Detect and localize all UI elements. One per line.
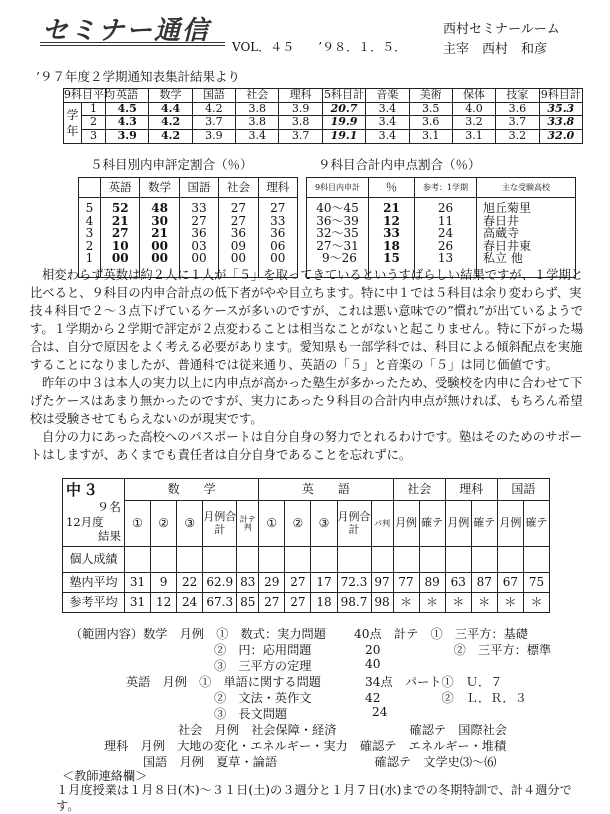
col-header: 国語 (179, 178, 218, 198)
grade-cell: 1 (82, 102, 106, 116)
organization-name: 西村セミナールーム (443, 22, 560, 37)
cell: 3.8 (236, 102, 279, 116)
score-cell[interactable] (445, 547, 471, 573)
col-header: 社会 (219, 178, 258, 198)
range-science: 理科 月例 大地の変化・エネルギー・実力 確認テ エネルギー・堆積 (104, 739, 507, 753)
monthly-results-table (62, 478, 550, 613)
ones-digits: 7 3 6 6 0 (277, 201, 286, 266)
cell: 3.7 (192, 116, 235, 130)
cell: 85 (237, 593, 259, 613)
ones-digits: 3 7 6 3 0 (198, 201, 207, 266)
tens-digits: 3 2 3 0 0 (191, 201, 199, 266)
ones-digits: 2 1 7 0 0 (120, 201, 129, 266)
score-cell[interactable] (419, 547, 445, 573)
col-header: 数学 (140, 178, 179, 198)
col-header: 国語 (192, 89, 235, 103)
score-cell[interactable] (151, 547, 177, 573)
col-header: 英語 (101, 178, 140, 198)
sub-header: ② (151, 501, 177, 547)
grade-list: 5 4 3 2 1 (79, 198, 101, 278)
col-header: 9科目計 (540, 88, 581, 101)
col-header: 美術 (409, 89, 452, 103)
cell: 67.3 (203, 593, 237, 613)
col-header: 音楽 (366, 89, 409, 103)
range-social: 社会 月例 社会保障・経済 確認テ 国際社会 (178, 723, 508, 737)
cell: 3.2 (496, 129, 539, 143)
range-math-2b: 20 ② 三平方：標準 (365, 643, 552, 657)
cell: 3.8 (279, 116, 322, 130)
table-row (63, 547, 550, 573)
range-eng-1b: 34点 パート① Ｕ．７ (365, 675, 503, 689)
score-cell[interactable] (497, 547, 523, 573)
notice-title: ＜教師連絡欄＞ (62, 769, 148, 783)
col-header: 英語 (106, 89, 149, 103)
section1-heading: ’９７年度２学期通知表集計結果より (36, 69, 240, 84)
row-group-label: 学年 (64, 102, 82, 143)
cell: 3.2 (452, 116, 495, 130)
col-header: 9科目内申計 (307, 178, 369, 198)
col-header: ％ (369, 178, 415, 198)
sub-header: 月例 (445, 501, 471, 547)
cell: 3.9 (106, 129, 149, 143)
cell: 24 (177, 593, 203, 613)
table-row (63, 573, 550, 593)
tens-digits: 4 3 2 0 0 (151, 201, 160, 266)
cell: 19.9 (322, 116, 365, 130)
score-cell[interactable] (177, 547, 203, 573)
score-cell[interactable] (393, 547, 419, 573)
cell: 4.4 (149, 102, 192, 116)
school-list: 旭丘菊里 春日井 高蔵寺 春日井東 私立 他 (477, 198, 576, 278)
cell: 4.0 (452, 102, 495, 116)
subject-header-science: 理科 (445, 479, 497, 501)
cell: 3.4 (366, 102, 409, 116)
cell: 3.9 (279, 102, 322, 116)
cell: 89 (419, 573, 445, 593)
percent-list: 21 12 33 18 15 (369, 198, 415, 278)
cell: 27 (285, 573, 311, 593)
cell: 19.1 (322, 129, 365, 143)
sub-header: 月例合計 (337, 501, 371, 547)
range-math-1a: （範囲内容）数学 月例 ① 数式：実力問題 (70, 627, 326, 641)
title-underline (40, 45, 225, 46)
paragraph-3: 自分の力にあった高校へのパスポートは自分自身の努力でとれるわけです。塾はそのためのサポートはしますが、あくまでも責任者は自分自身であることを忘れずに。 (30, 430, 582, 462)
sub-header: 確テ (419, 501, 445, 547)
tens-digits: 2 2 3 0 0 (230, 201, 239, 266)
cell: 3.8 (236, 116, 279, 130)
cell: 87 (471, 573, 497, 593)
range-math-2a: ② 円：応用問題 (214, 643, 312, 657)
grade-label-cell (63, 479, 125, 547)
ones-digits: 8 0 1 0 0 (159, 201, 168, 266)
cell: ＊ (497, 593, 523, 613)
grade-cell: 3 (82, 129, 106, 143)
grade-label: 中３ (66, 481, 101, 499)
range-math-3a: ③ 三平方の定理 (214, 659, 312, 673)
cell: 22 (177, 573, 203, 593)
cell: 3.7 (496, 116, 539, 130)
subject-header-social: 社会 (393, 479, 445, 501)
range-eng-2a: ② 文法・英作文 (214, 691, 312, 705)
range-math-1b: 40点 計テ ① 三平方：基礎 (354, 627, 528, 641)
cell: 4.2 (192, 102, 235, 116)
sub-header: ③ (177, 501, 203, 547)
paragraph-1: 相変わらず英数は約２人に１人が「５」を取ってきているというすばらしい結果ですが、１学期と比べると、９科目の内申合計点の低下者がやや目立ちます。特に中１では５科目は余り変わらず、実技４科目で２～３点下げているケースが多いのですが、これは悪い意味での”慣れ”が出ているようです。１学期から２学期で評定が２点変わることは相当なことがないと起こりません。特に下がった場合は、自分で原因をよく考える必要があります。愛知県も一部学科では、科目による傾斜配点を実施することになりましたが、普通科では従来通り、英語の「５」と音楽の「５」は同じ価値です。 (30, 268, 584, 372)
col-header: 保体 (452, 89, 495, 103)
reference-list: 26 11 24 26 13 (415, 198, 477, 278)
range-eng-1a: 英語 月例 ① 単語に関する問題 (126, 675, 321, 689)
cell: 3.6 (409, 116, 452, 130)
col-header: 社会 (236, 89, 279, 103)
cell: 33.8 (539, 116, 582, 130)
cell: 3.1 (452, 129, 495, 143)
owner-name: 主宰 西村 和彦 (443, 42, 548, 57)
row-label: 参考平均 (63, 593, 125, 613)
result-label: 結果 (98, 529, 121, 544)
score-cell[interactable] (259, 547, 285, 573)
cell: 31 (125, 573, 151, 593)
ones-digits: 7 7 6 9 0 (238, 201, 246, 266)
cell: ＊ (393, 593, 419, 613)
sub-header: 計テ判 (237, 501, 259, 547)
col-header: 理科 (279, 89, 322, 103)
cell: 72.3 (337, 573, 371, 593)
col-header: 5科目計 (323, 88, 364, 101)
cell: 9 (151, 573, 177, 593)
sub-header: ③ (311, 501, 337, 547)
score-cell[interactable] (237, 547, 259, 573)
month-label: 12月度 (66, 514, 104, 529)
row-label: 個人成績 (63, 547, 125, 573)
score-cell[interactable] (337, 547, 371, 573)
cell: 29 (259, 573, 285, 593)
range-math-3b: 40 (365, 657, 381, 671)
section3-heading: ９科目合計内申点割合（％） (318, 157, 481, 172)
sub-header: 確テ (471, 501, 497, 547)
corner-cell (79, 178, 101, 198)
score-cell[interactable] (371, 547, 393, 573)
cell: 27 (285, 593, 311, 613)
cell: 4.3 (106, 116, 149, 130)
cell: 63 (445, 573, 471, 593)
notice-text: １月度授業は１月８日(木)～３１日(土)の３週分と１月７日(水)までの冬期特訓で、計４週分です。 (56, 783, 572, 813)
cell: 97 (371, 573, 393, 593)
report-summary-table (63, 88, 583, 144)
sub-header: パ判 (371, 501, 393, 547)
sub-header: 月例 (393, 501, 419, 547)
col-header: 技家 (496, 89, 539, 103)
sub-header: ① (259, 501, 285, 547)
cell: 3.4 (366, 129, 409, 143)
range-eng-3a: ③ 長文問題 (214, 707, 288, 721)
cell: 3.5 (409, 102, 452, 116)
cell: ＊ (419, 593, 445, 613)
range-eng-2b: 42 ② Ｌ．Ｒ．３ (365, 691, 527, 705)
score-cell[interactable] (523, 547, 549, 573)
cell: 67 (497, 573, 523, 593)
score-cell[interactable] (203, 547, 237, 573)
cell: ＊ (471, 593, 497, 613)
cell: 32.0 (539, 129, 582, 143)
score-cell[interactable] (471, 547, 497, 573)
cell: 83 (237, 573, 259, 593)
table-row (64, 116, 583, 130)
volume-date: VOL．４５ ’９８．１．５． (232, 40, 407, 54)
cell: 17 (311, 573, 337, 593)
range-eng-3b: 24 (372, 705, 388, 719)
table-row (64, 102, 583, 116)
subject-distribution-table (78, 177, 298, 278)
section2-heading: ５科目別内申評定割合（％） (90, 157, 253, 172)
cell: 4.5 (106, 102, 149, 116)
cell: 75 (523, 573, 549, 593)
subject-header-english: 英 語 (259, 479, 393, 501)
cell: 62.9 (203, 573, 237, 593)
tens-digits: 5 2 2 1 0 (111, 201, 121, 266)
newsletter-title: セミナー通信 (42, 16, 211, 46)
cell: 98.7 (337, 593, 371, 613)
title-underline (40, 42, 225, 43)
cell: 77 (393, 573, 419, 593)
score-cell[interactable] (125, 547, 151, 573)
col-header: 理科 (258, 178, 297, 198)
total-score-distribution-table (306, 177, 576, 278)
score-cell[interactable] (285, 547, 311, 573)
cell: ＊ (445, 593, 471, 613)
col-header: 主な受験高校 (477, 178, 576, 198)
table-row (63, 593, 550, 613)
cell: 3.4 (236, 129, 279, 143)
sub-header: ① (125, 501, 151, 547)
cell: 12 (151, 593, 177, 613)
subject-header-math: 数 学 (125, 479, 259, 501)
student-count: ９名 (96, 499, 121, 514)
sub-header: 月例 (497, 501, 523, 547)
range-japanese: 国語 月例 夏草・論語 確認テ 文学史⑶～⑹ (143, 755, 497, 769)
cell: ＊ (523, 593, 549, 613)
cell: 3.4 (366, 116, 409, 130)
cell: 3.9 (192, 129, 235, 143)
table-row (64, 129, 583, 143)
cell: 3.7 (279, 129, 322, 143)
range-list: 40～45 36～39 32～35 27～31 9～26 (307, 198, 369, 278)
cell: 98 (371, 593, 393, 613)
cell: 27 (259, 593, 285, 613)
sub-header: 月例合計 (203, 501, 237, 547)
cell: 18 (311, 593, 337, 613)
cell: 4.2 (149, 129, 192, 143)
col-header: 数学 (149, 89, 192, 103)
cell: 31 (125, 593, 151, 613)
sub-header: 確テ (523, 501, 549, 547)
corner-header: 9科目平均 (64, 88, 115, 101)
tens-digits: 2 3 3 0 0 (270, 201, 278, 266)
cell: 20.7 (322, 102, 365, 116)
grade-cell: 2 (82, 116, 106, 130)
score-cell[interactable] (311, 547, 337, 573)
paragraph-2: 昨年の中３は本人の実力以上に内申点が高かった塾生が多かったため、受験校を内申に合わせて下げたケースはあまり無かったのですが、実力にあった９科目の合計内申点が無ければ、もちろん希望校は受験させてもらえないのが現実です。 (30, 376, 583, 426)
cell: 35.3 (539, 102, 582, 116)
col-header: 参考：1学期 (415, 178, 477, 198)
subject-header-japanese: 国語 (497, 479, 549, 501)
cell: 3.1 (409, 129, 452, 143)
cell: 3.6 (496, 102, 539, 116)
row-label: 塾内平均 (63, 573, 125, 593)
sub-header: ② (285, 501, 311, 547)
cell: 4.2 (149, 116, 192, 130)
